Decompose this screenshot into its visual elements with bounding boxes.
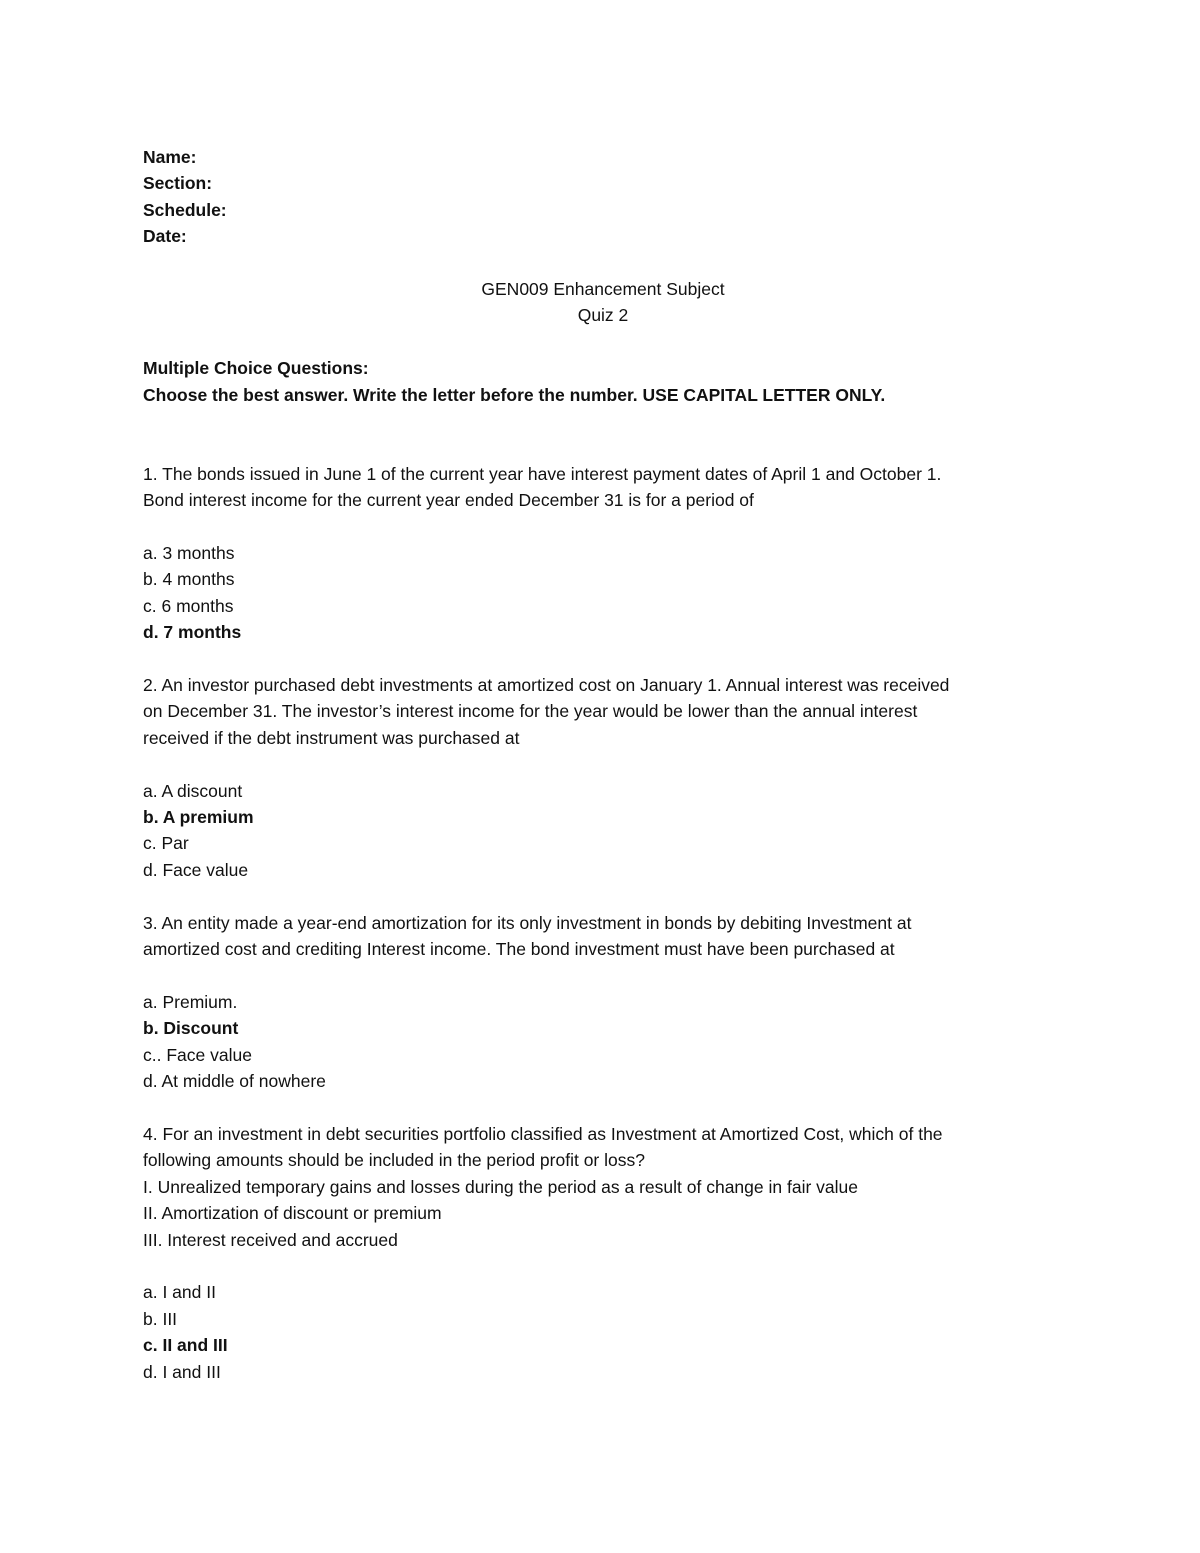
- instructions-heading: Multiple Choice Questions:: [143, 358, 369, 379]
- date-label: Date:: [143, 226, 187, 247]
- question-2: [143, 672, 1063, 883]
- instructions-text: Choose the best answer. Write the letter before the number. USE CAPITAL LETTER ONLY.: [143, 384, 886, 405]
- question-3-option-b-answer: b. Discount: [143, 1018, 239, 1039]
- student-info-fields: [143, 144, 1063, 250]
- question-1-option-d-answer: d. 7 months: [143, 622, 242, 643]
- question-4-line-1: 4. For an investment in debt securities portfolio classified as Investment at Amortized Cost, which of the: [143, 1123, 943, 1144]
- name-label: Name:: [143, 147, 197, 167]
- question-2-line-2: on December 31. The investor’s interest income for the year would be lower than the annual interest: [143, 701, 918, 722]
- question-3-line-2: amortized cost and crediting Interest income. The bond investment must have been purchased at: [143, 939, 895, 960]
- question-4-line-2: following amounts should be included in the period profit or loss?: [143, 1150, 645, 1171]
- question-4-line-3: I. Unrealized temporary gains and losses during the period as a result of change in fair value: [143, 1176, 858, 1197]
- question-3-line-1: 3. An entity made a year-end amortization for its only investment in bonds by debiting Investment at: [143, 912, 912, 933]
- schedule-label: Schedule:: [143, 199, 227, 220]
- document-content: [143, 144, 1063, 1385]
- question-3-option-a: a. Premium.: [143, 991, 238, 1012]
- quiz-title-block: [143, 276, 1063, 329]
- question-4-line-5: III. Interest received and accrued: [143, 1229, 398, 1250]
- subject-title: GEN009 Enhancement Subject: [481, 279, 725, 300]
- question-2-line-3: received if the debt instrument was purchased at: [143, 727, 520, 748]
- section-label: Section:: [143, 173, 213, 194]
- instructions-block: [143, 355, 1063, 408]
- question-3-options: [143, 989, 1063, 1095]
- question-4-option-b: b. III: [143, 1308, 178, 1329]
- question-4: [143, 1121, 1063, 1385]
- question-2-option-b-answer: b. A premium: [143, 807, 254, 828]
- quiz-title: Quiz 2: [577, 305, 629, 326]
- question-4-line-4: II. Amortization of discount or premium: [143, 1203, 442, 1224]
- question-4-option-d: d. I and III: [143, 1361, 221, 1382]
- question-2-line-1: 2. An investor purchased debt investments at amortized cost on January 1. Annual interest was received: [143, 675, 950, 696]
- question-2-option-d: d. Face value: [143, 859, 249, 880]
- question-3-option-c: c.. Face value: [143, 1044, 252, 1065]
- question-2-option-a: a. A discount: [143, 780, 243, 801]
- question-1-options: [143, 540, 1063, 646]
- question-4-options: [143, 1279, 1063, 1385]
- question-2-options: [143, 778, 1063, 884]
- question-4-option-a: a. I and II: [143, 1282, 216, 1303]
- question-3: [143, 910, 1063, 1095]
- question-2-option-c: c. Par: [143, 833, 189, 854]
- question-1-line-1: 1. The bonds issued in June 1 of the current year have interest payment dates of April 1 and October 1.: [143, 463, 942, 484]
- question-1-line-2: Bond interest income for the current year ended December 31 is for a period of: [143, 490, 754, 511]
- question-1-option-b: b. 4 months: [143, 569, 235, 590]
- question-3-option-d: d. At middle of nowhere: [143, 1071, 326, 1092]
- question-1-option-a: a. 3 months: [143, 543, 235, 564]
- question-4-option-c-answer: c. II and III: [143, 1335, 228, 1356]
- question-1-option-c: c. 6 months: [143, 595, 234, 616]
- question-1: [143, 461, 1063, 646]
